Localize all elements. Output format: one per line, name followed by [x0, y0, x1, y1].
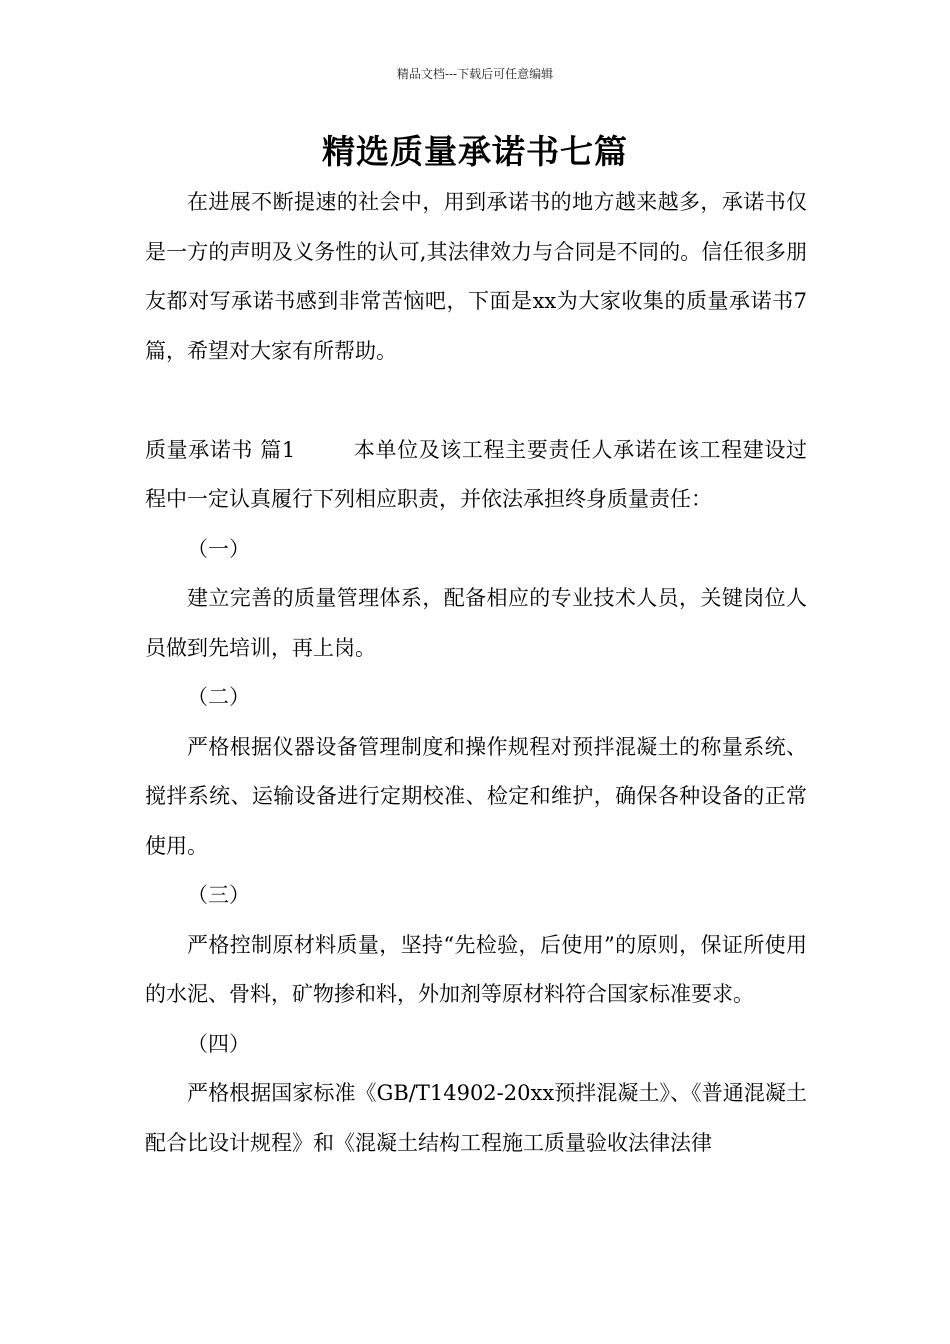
item-text-2: 严格根据仪器设备管理制度和操作规程对预拌混凝土的称量系统、搅拌系统、运输设备进行定期校准、检定和维护，确保各种设备的正常使用。 — [145, 734, 807, 858]
document-title: 精选质量承诺书七篇 — [322, 132, 628, 171]
item-number-3: （三） — [187, 883, 250, 907]
item-number-2: （二） — [187, 685, 250, 709]
item-text-4: 严格根据国家标准《GB/T14902-20xx预拌混凝土》、《普通混凝土配合比设计规程》和《混凝土结构工程施工质量验收法律法律 — [145, 1081, 807, 1155]
item-text-1: 建立完善的质量管理体系，配备相应的专业技术人员，关键岗位人员做到先培训，再上岗。 — [145, 586, 807, 660]
item-number-1: （一） — [187, 536, 250, 561]
item-number-4: （四） — [187, 1031, 250, 1056]
page-header: 精品文档---下载后可任意编辑 — [396, 67, 554, 81]
section-1-label: 质量承诺书 篇1 — [145, 437, 296, 462]
item-text-3: 严格控制原材料质量，坚持“先检验，后使用”的原则，保证所使用的水泥、骨料，矿物掺和料，外加剂等原材料符合国家标准要求。 — [145, 932, 807, 1006]
paragraph-gap — [145, 376, 807, 426]
section-1-text: 本单位及该工程主要责任人承诺在该工程建设过程中一定认真履行下列相应职责，并依法承担终身质量责任： — [145, 437, 807, 511]
document-body — [145, 178, 807, 1168]
section-1-paragraph — [145, 426, 807, 525]
intro-paragraph: 在进展不断提速的社会中，用到承诺书的地方越来越多，承诺书仅是一方的声明及义务性的认可,其法律效力与合同是不同的。信任很多朋友都对写承诺书感到非常苦恼吧，下面是xx为大家收集的质量承诺书7篇，希望对大家有所帮助。 — [145, 190, 807, 363]
